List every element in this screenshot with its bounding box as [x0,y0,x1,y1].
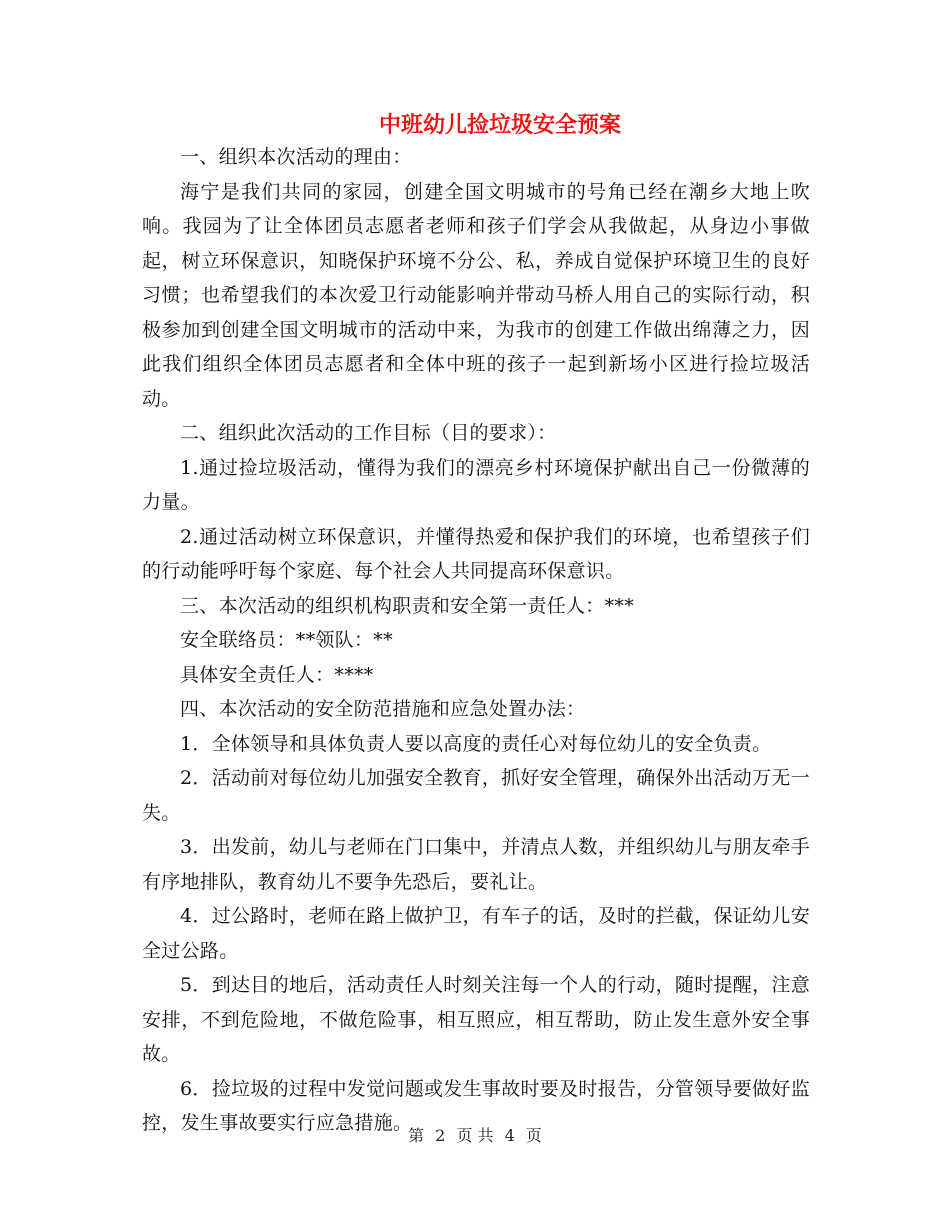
footer-suffix: 页 [525,1126,542,1145]
footer-prefix: 第 [408,1126,425,1145]
measure-item-4: 4．过公路时，老师在路上做护卫，有车子的话，及时的拦截，保证幼儿安全过公路。 [142,905,810,962]
paragraph-reason: 海宁是我们共同的家园，创建全国文明城市的号角已经在潮乡大地上吹响。我园为了让全体团员志愿者老师和孩子们学会从我做起，从身边小事做起，树立环保意识，知晓保护环境不分公、私，养成自觉保护环境卫生的良好习惯；也希望我们的本次爱卫行动能影响并带动马桥人用自己的实际行动，积极参加到创建全国文明城市的活动中来，为我市的创建工作做出绵薄之力，因此我们组织全体团员志愿者和全体中班的孩子一起到新场小区进行捡垃圾活动。 [142,180,810,410]
responsible-person-line: 具体安全责任人：**** [180,663,374,686]
page-footer [0,1124,950,1148]
document-title: 中班幼儿捡垃圾安全预案 [378,113,621,138]
footer-current-page: 2 [435,1126,446,1145]
measure-item-2: 2．活动前对每位幼儿加强安全教育，抓好安全管理，确保外出活动万无一失。 [142,767,810,824]
document-body [142,140,810,1141]
section-heading-4: 四、本次活动的安全防范措施和应急处置办法： [180,698,586,720]
measure-item-6: 6．捡垃圾的过程中发觉问题或发生事故时要及时报告，分管领导要做好监控，发生事故要实行应急措施。 [142,1077,810,1134]
safety-contact-line: 安全联络员：**领队：** [180,629,393,651]
section-heading-1: 一、组织本次活动的理由： [180,146,412,168]
measure-item-3: 3．出发前，幼儿与老师在门口集中，并清点人数，并组织幼儿与朋友牵手有序地排队，教育幼儿不要争先恐后，要礼让。 [142,836,810,893]
measure-item-1: 1．全体领导和具体负责人要以高度的责任心对每位幼儿的安全负责。 [180,732,772,755]
section-heading-2: 二、组织此次活动的工作目标（目的要求）： [180,422,557,444]
section-heading-3: 三、本次活动的组织机构职责和安全第一责任人：*** [180,594,635,617]
measure-item-5: 5．到达目的地后，活动责任人时刻关注每一个人的行动，随时提醒，注意安排，不到危险地，不做危险事，相互照应，相互帮助，防止发生意外安全事故。 [142,974,810,1065]
goal-item-2: 2.通过活动树立环保意识，并懂得热爱和保护我们的环境，也希望孩子们的行动能呼吁每个家庭、每个社会人共同提高环保意识。 [142,525,810,582]
footer-total-pages: 4 [504,1126,515,1145]
footer-middle: 页 共 [456,1126,494,1145]
goal-item-1: 1.通过捡垃圾活动，懂得为我们的漂亮乡村环境保护献出自己一份微薄的力量。 [142,456,810,513]
